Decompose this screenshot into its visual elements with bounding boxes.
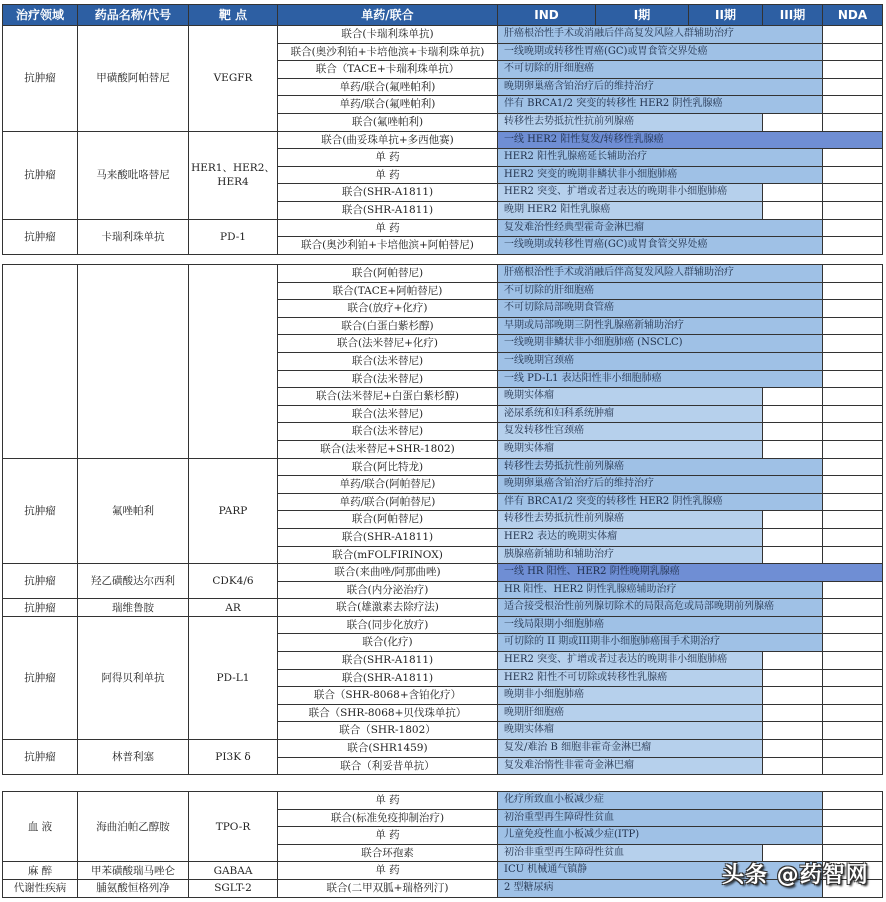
regimen-cell: 联合(SHR-A1811) [278, 201, 498, 219]
progress-bar-p3: 一线局限期小细胞肺癌 [498, 617, 822, 634]
regimen-cell: 联合（TACE+卡瑞利珠单抗） [278, 61, 498, 79]
regimen-cell: 联合(奥沙利铂+卡培他滨+阿帕替尼) [278, 237, 498, 255]
regimen-cell: 单药/联合(阿帕替尼) [278, 493, 498, 511]
empty-stage-cell [823, 704, 883, 722]
area-cell: 抗肿瘤 [3, 564, 78, 599]
progress-bar-p2: 晚期实体瘤 [498, 441, 762, 458]
stage-progress-cell [498, 317, 823, 335]
header-stage-ind: IND [498, 5, 596, 26]
progress-bar-p3: 不可切除的肝细胞癌 [498, 283, 822, 300]
progress-bar-p3: 肝癌根治性手术或消融后伴高复发风险人群辅助治疗 [498, 265, 822, 282]
target-cell: TPO-R [189, 792, 278, 862]
regimen-cell: 联合(SHR-A1811) [278, 669, 498, 687]
regimen-cell: 联合(来曲唑/阿那曲唑) [278, 564, 498, 582]
stage-progress-cell [498, 827, 823, 845]
stage-progress-cell [498, 687, 763, 705]
progress-bar-p2: 晚期肝细胞癌 [498, 705, 762, 722]
empty-stage-cell [823, 476, 883, 494]
regimen-cell: 联合(二甲双胍+瑞格列汀) [278, 879, 498, 897]
regimen-cell: 联合(法米替尼) [278, 405, 498, 423]
empty-stage-cell [763, 388, 823, 406]
progress-bar-p3: 复发难治性经典型霍奇金淋巴瘤 [498, 220, 822, 237]
progress-bar-p3: 一线晚期或转移性胃癌(GC)或胃食管交界处癌 [498, 237, 822, 254]
progress-bar-p3: 一线晚期宫颈癌 [498, 353, 822, 370]
drug-name-cell: 瑞维鲁胺 [78, 599, 189, 617]
target-cell: VEGFR [189, 26, 278, 132]
area-cell: 抗肿瘤 [3, 740, 78, 775]
regimen-cell: 联合(雄激素去除疗法) [278, 599, 498, 617]
drug-name-cell: 海曲泊帕乙醇胺 [78, 792, 189, 862]
drug-name-cell: 林普利塞 [78, 740, 189, 775]
area-cell: 代谢性疾病 [3, 879, 78, 897]
progress-bar-p3: 可切除的 II 期或III期非小细胞肺癌围手术期治疗 [498, 634, 822, 651]
progress-bar-p3: 不可切除局部晚期食管癌 [498, 300, 822, 317]
drug-name-cell: 甲磺酸阿帕替尼 [78, 26, 189, 132]
stage-progress-cell [498, 131, 883, 149]
header-regimen: 单药/联合 [278, 5, 498, 26]
progress-bar-p3: 不可切除的肝细胞癌 [498, 61, 822, 78]
regimen-cell: 联合(曲妥珠单抗+多西他赛) [278, 131, 498, 149]
empty-stage-cell [823, 43, 883, 61]
progress-bar-p3: 肝癌根治性手术或消融后伴高复发风险人群辅助治疗 [498, 26, 822, 43]
pipeline-table-section-2 [2, 264, 883, 775]
regimen-cell: 联合(SHR-A1811) [278, 528, 498, 546]
stage-progress-cell [498, 352, 823, 370]
empty-stage-cell [763, 405, 823, 423]
drug-name-cell: 氟唑帕利 [78, 458, 189, 564]
table-row [3, 219, 883, 237]
regimen-cell: 联合(TACE+阿帕替尼) [278, 282, 498, 300]
stage-progress-cell [498, 581, 823, 599]
drug-name-cell [78, 265, 189, 459]
stage-progress-cell [498, 669, 763, 687]
regimen-cell: 联合(卡瑞利珠单抗) [278, 26, 498, 44]
regimen-cell: 联合（SHR-1802） [278, 722, 498, 740]
area-cell: 血 液 [3, 792, 78, 862]
stage-progress-cell [498, 370, 823, 388]
target-cell: PD-L1 [189, 616, 278, 739]
progress-bar-p3: 儿童免疫性血小板减少症(ITP) [498, 827, 822, 844]
drug-name-cell: 甲苯磺酸瑞马唑仑 [78, 862, 189, 880]
empty-stage-cell [823, 265, 883, 283]
target-cell: PD-1 [189, 219, 278, 254]
empty-stage-cell [763, 652, 823, 670]
empty-stage-cell [823, 458, 883, 476]
empty-stage-cell [823, 757, 883, 775]
stage-progress-cell [498, 652, 763, 670]
header-stage-p3: III期 [763, 5, 823, 26]
regimen-cell: 联合(阿帕替尼) [278, 511, 498, 529]
regimen-cell: 单 药 [278, 219, 498, 237]
empty-stage-cell [823, 669, 883, 687]
target-cell: HER1、HER2、HER4 [189, 131, 278, 219]
regimen-cell: 单 药 [278, 792, 498, 810]
stage-progress-cell [498, 440, 763, 458]
stage-progress-cell [498, 43, 823, 61]
empty-stage-cell [823, 149, 883, 167]
empty-stage-cell [763, 704, 823, 722]
stage-progress-cell [498, 722, 763, 740]
regimen-cell: 单药/联合(氟唑帕利) [278, 96, 498, 114]
empty-stage-cell [763, 669, 823, 687]
regimen-cell: 联合(化疗) [278, 634, 498, 652]
progress-bar-p3: 一线晚期非鳞状非小细胞肺癌 (NSCLC) [498, 335, 822, 352]
header-target: 靶 点 [189, 5, 278, 26]
regimen-cell: 单药/联合(阿帕替尼) [278, 476, 498, 494]
progress-bar-nda: 一线 HR 阳性、HER2 阴性晚期乳腺癌 [498, 564, 882, 581]
header-stage-nda: NDA [823, 5, 883, 26]
empty-stage-cell [823, 792, 883, 810]
table-row [3, 564, 883, 582]
target-cell: PI3K δ [189, 740, 278, 775]
stage-progress-cell [498, 26, 823, 44]
stage-progress-cell [498, 546, 763, 564]
regimen-cell: 联合(放疗+化疗) [278, 300, 498, 318]
progress-bar-p3: 伴有 BRCA1/2 突变的转移性 HER2 阴性乳腺癌 [498, 96, 822, 113]
drug-name-cell: 马来酸吡咯替尼 [78, 131, 189, 219]
empty-stage-cell [823, 317, 883, 335]
area-cell: 麻 醉 [3, 862, 78, 880]
empty-stage-cell [763, 528, 823, 546]
stage-progress-cell [498, 616, 823, 634]
regimen-cell: 联合(氟唑帕利) [278, 113, 498, 131]
progress-bar-p2: HER2 表达的晚期实体瘤 [498, 529, 762, 546]
progress-bar-p2: 复发难治惰性非霍奇金淋巴瘤 [498, 758, 762, 775]
progress-bar-p3: 转移性去势抵抗性前列腺癌 [498, 459, 822, 476]
stage-progress-cell [498, 511, 763, 529]
progress-bar-p2: 晚期实体瘤 [498, 388, 762, 405]
stage-progress-cell [498, 113, 763, 131]
header-stage-p2: II期 [689, 5, 763, 26]
progress-bar-p3: 伴有 BRCA1/2 突变的转移性 HER2 阴性乳腺癌 [498, 494, 822, 511]
empty-stage-cell [823, 546, 883, 564]
target-cell: SGLT-2 [189, 879, 278, 897]
progress-bar-p2: 晚期实体瘤 [498, 722, 762, 739]
stage-progress-cell [498, 405, 763, 423]
regimen-cell: 单 药 [278, 149, 498, 167]
progress-bar-p2: 复发/难治 B 细胞非霍奇金淋巴瘤 [498, 740, 762, 757]
progress-bar-p3: HER2 阳性乳腺癌延长辅助治疗 [498, 149, 822, 166]
empty-stage-cell [823, 740, 883, 758]
stage-progress-cell [498, 388, 763, 406]
empty-stage-cell [823, 616, 883, 634]
empty-stage-cell [823, 166, 883, 184]
stage-progress-cell [498, 740, 763, 758]
empty-stage-cell [763, 440, 823, 458]
regimen-cell: 联合(mFOLFIRINOX) [278, 546, 498, 564]
progress-bar-p2: HER2 阳性不可切除或转移性乳腺癌 [498, 670, 762, 687]
stage-progress-cell [498, 458, 823, 476]
empty-stage-cell [823, 388, 883, 406]
stage-progress-cell [498, 528, 763, 546]
regimen-cell: 联合(奥沙利铂+卡培他滨+卡瑞利珠单抗) [278, 43, 498, 61]
regimen-cell: 联合(内分泌治疗) [278, 581, 498, 599]
regimen-cell: 联合(阿比特龙) [278, 458, 498, 476]
empty-stage-cell [763, 757, 823, 775]
empty-stage-cell [823, 352, 883, 370]
progress-bar-nda: 一线 HER2 阳性复发/转移性乳腺癌 [498, 132, 882, 149]
empty-stage-cell [823, 113, 883, 131]
regimen-cell: 单 药 [278, 166, 498, 184]
header-stage-p1: I期 [596, 5, 689, 26]
stage-progress-cell [498, 300, 823, 318]
regimen-cell: 联合（SHR-8068+含铂化疗） [278, 687, 498, 705]
regimen-cell: 联合(标准免疫抑制治疗) [278, 809, 498, 827]
empty-stage-cell [823, 687, 883, 705]
regimen-cell: 单 药 [278, 827, 498, 845]
progress-bar-p3: ICU 机械通气镇静 [498, 862, 822, 879]
progress-bar-p3: 早期或局部晚期三阴性乳腺癌新辅助治疗 [498, 318, 822, 335]
stage-progress-cell [498, 809, 823, 827]
stage-progress-cell [498, 634, 823, 652]
regimen-cell: 联合(阿帕替尼) [278, 265, 498, 283]
table-header-row [3, 5, 883, 26]
regimen-cell: 联合环孢素 [278, 844, 498, 862]
area-cell: 抗肿瘤 [3, 616, 78, 739]
empty-stage-cell [823, 809, 883, 827]
empty-stage-cell [823, 282, 883, 300]
empty-stage-cell [823, 423, 883, 441]
progress-bar-p3: 一线 PD-L1 表达阳性非小细胞肺癌 [498, 371, 822, 388]
table-row [3, 26, 883, 44]
stage-progress-cell [498, 564, 883, 582]
regimen-cell: 联合(法米替尼) [278, 370, 498, 388]
empty-stage-cell [823, 581, 883, 599]
stage-progress-cell [498, 166, 823, 184]
empty-stage-cell [823, 201, 883, 219]
table-row [3, 458, 883, 476]
empty-stage-cell [823, 827, 883, 845]
target-cell: PARP [189, 458, 278, 564]
progress-bar-p3: 化疗所致血小板减少症 [498, 792, 822, 809]
empty-stage-cell [823, 237, 883, 255]
area-cell: 抗肿瘤 [3, 131, 78, 219]
progress-bar-p2: 胰腺癌新辅助和辅助治疗 [498, 547, 762, 564]
stage-progress-cell [498, 476, 823, 494]
empty-stage-cell [823, 26, 883, 44]
area-cell: 抗肿瘤 [3, 599, 78, 617]
stage-progress-cell [498, 265, 823, 283]
empty-stage-cell [823, 219, 883, 237]
empty-stage-cell [823, 634, 883, 652]
empty-stage-cell [763, 687, 823, 705]
regimen-cell: 联合(法米替尼+化疗) [278, 335, 498, 353]
progress-bar-p2: HER2 突变、扩增或者过表达的晚期非小细胞肺癌 [498, 652, 762, 669]
stage-progress-cell [498, 96, 823, 114]
target-cell: GABAA [189, 862, 278, 880]
drug-name-cell: 羟乙磺酸达尔西利 [78, 564, 189, 599]
stage-progress-cell [498, 757, 763, 775]
regimen-cell: 联合(SHR1459) [278, 740, 498, 758]
regimen-cell: 联合(法米替尼+SHR-1802) [278, 440, 498, 458]
empty-stage-cell [823, 528, 883, 546]
progress-bar-p3: 晚期卵巢癌含铂治疗后的维持治疗 [498, 79, 822, 96]
empty-stage-cell [823, 405, 883, 423]
empty-stage-cell [823, 61, 883, 79]
progress-bar-p2: 晚期非小细胞肺癌 [498, 687, 762, 704]
stage-progress-cell [498, 423, 763, 441]
progress-bar-p3: HR 阳性、HER2 阴性乳腺癌辅助治疗 [498, 582, 822, 599]
table-row [3, 599, 883, 617]
empty-stage-cell [823, 300, 883, 318]
empty-stage-cell [823, 78, 883, 96]
progress-bar-p2: 泌尿系统和妇科系统肿瘤 [498, 406, 762, 423]
empty-stage-cell [763, 546, 823, 564]
empty-stage-cell [763, 423, 823, 441]
stage-progress-cell [498, 184, 763, 202]
watermark: 头条 @药智网 [722, 863, 869, 888]
regimen-cell: 联合（利妥昔单抗） [278, 757, 498, 775]
stage-progress-cell [498, 149, 823, 167]
stage-progress-cell [498, 335, 823, 353]
stage-progress-cell [498, 78, 823, 96]
empty-stage-cell [823, 440, 883, 458]
empty-stage-cell [763, 184, 823, 202]
empty-stage-cell [763, 511, 823, 529]
empty-stage-cell [823, 599, 883, 617]
drug-name-cell: 脯氨酸恒格列净 [78, 879, 189, 897]
regimen-cell: 单药/联合(氟唑帕利) [278, 78, 498, 96]
empty-stage-cell [763, 722, 823, 740]
table-row [3, 131, 883, 149]
stage-progress-cell [498, 201, 763, 219]
progress-bar-p2: 晚期 HER2 阳性乳腺癌 [498, 202, 762, 219]
progress-bar-p2: 转移性去势抵抗性前列腺癌 [498, 511, 762, 528]
stage-progress-cell [498, 219, 823, 237]
regimen-cell: 联合(法米替尼) [278, 423, 498, 441]
progress-bar-p2: 复发转移性宫颈癌 [498, 423, 762, 440]
regimen-cell: 联合(法米替尼+白蛋白紫杉醇) [278, 388, 498, 406]
empty-stage-cell [763, 740, 823, 758]
empty-stage-cell [763, 113, 823, 131]
empty-stage-cell [823, 493, 883, 511]
area-cell: 抗肿瘤 [3, 219, 78, 254]
empty-stage-cell [823, 96, 883, 114]
table-row [3, 740, 883, 758]
pipeline-table-section-1 [2, 4, 883, 255]
area-cell: 抗肿瘤 [3, 26, 78, 132]
empty-stage-cell [823, 652, 883, 670]
area-cell: 抗肿瘤 [3, 458, 78, 564]
header-drug: 药品名称/代号 [78, 5, 189, 26]
target-cell [189, 265, 278, 459]
table-row [3, 265, 883, 283]
empty-stage-cell [763, 201, 823, 219]
regimen-cell: 联合(白蛋白紫杉醇) [278, 317, 498, 335]
progress-bar-p2: 初治非重型再生障碍性贫血 [498, 845, 762, 862]
empty-stage-cell [823, 722, 883, 740]
regimen-cell: 联合(SHR-A1811) [278, 184, 498, 202]
progress-bar-p3: 适合接受根治性前列腺切除术的局限高危或局部晚期前列腺癌 [498, 599, 822, 616]
empty-stage-cell [823, 370, 883, 388]
drug-name-cell: 阿得贝利单抗 [78, 616, 189, 739]
progress-bar-p3: 一线晚期或转移性胃癌(GC)或胃食管交界处癌 [498, 44, 822, 61]
stage-progress-cell [498, 493, 823, 511]
stage-progress-cell [498, 599, 823, 617]
regimen-cell: 联合（SHR-8068+贝伐珠单抗） [278, 704, 498, 722]
stage-progress-cell [498, 792, 823, 810]
progress-bar-p2: HER2 突变、扩增或者过表达的晚期非小细胞肺癌 [498, 184, 762, 201]
regimen-cell: 联合(SHR-A1811) [278, 652, 498, 670]
empty-stage-cell [823, 511, 883, 529]
stage-progress-cell [498, 237, 823, 255]
stage-progress-cell [498, 282, 823, 300]
target-cell: CDK4/6 [189, 564, 278, 599]
area-cell [3, 265, 78, 459]
stage-progress-cell [498, 704, 763, 722]
regimen-cell: 单 药 [278, 862, 498, 880]
progress-bar-p3: HER2 突变的晚期非鳞状非小细胞肺癌 [498, 167, 822, 184]
table-row [3, 616, 883, 634]
progress-bar-p2: 转移性去势抵抗性抗前列腺癌 [498, 114, 762, 131]
header-area: 治疗领域 [3, 5, 78, 26]
progress-bar-p3: 初治重型再生障碍性贫血 [498, 810, 822, 827]
regimen-cell: 联合(法米替尼) [278, 352, 498, 370]
progress-bar-p3: 晚期卵巢癌含铂治疗后的维持治疗 [498, 476, 822, 493]
empty-stage-cell [823, 335, 883, 353]
drug-name-cell: 卡瑞利珠单抗 [78, 219, 189, 254]
stage-progress-cell [498, 61, 823, 79]
progress-bar-p3: 2 型糖尿病 [498, 880, 822, 897]
empty-stage-cell [823, 184, 883, 202]
table-row [3, 792, 883, 810]
target-cell: AR [189, 599, 278, 617]
regimen-cell: 联合(同步化放疗) [278, 616, 498, 634]
